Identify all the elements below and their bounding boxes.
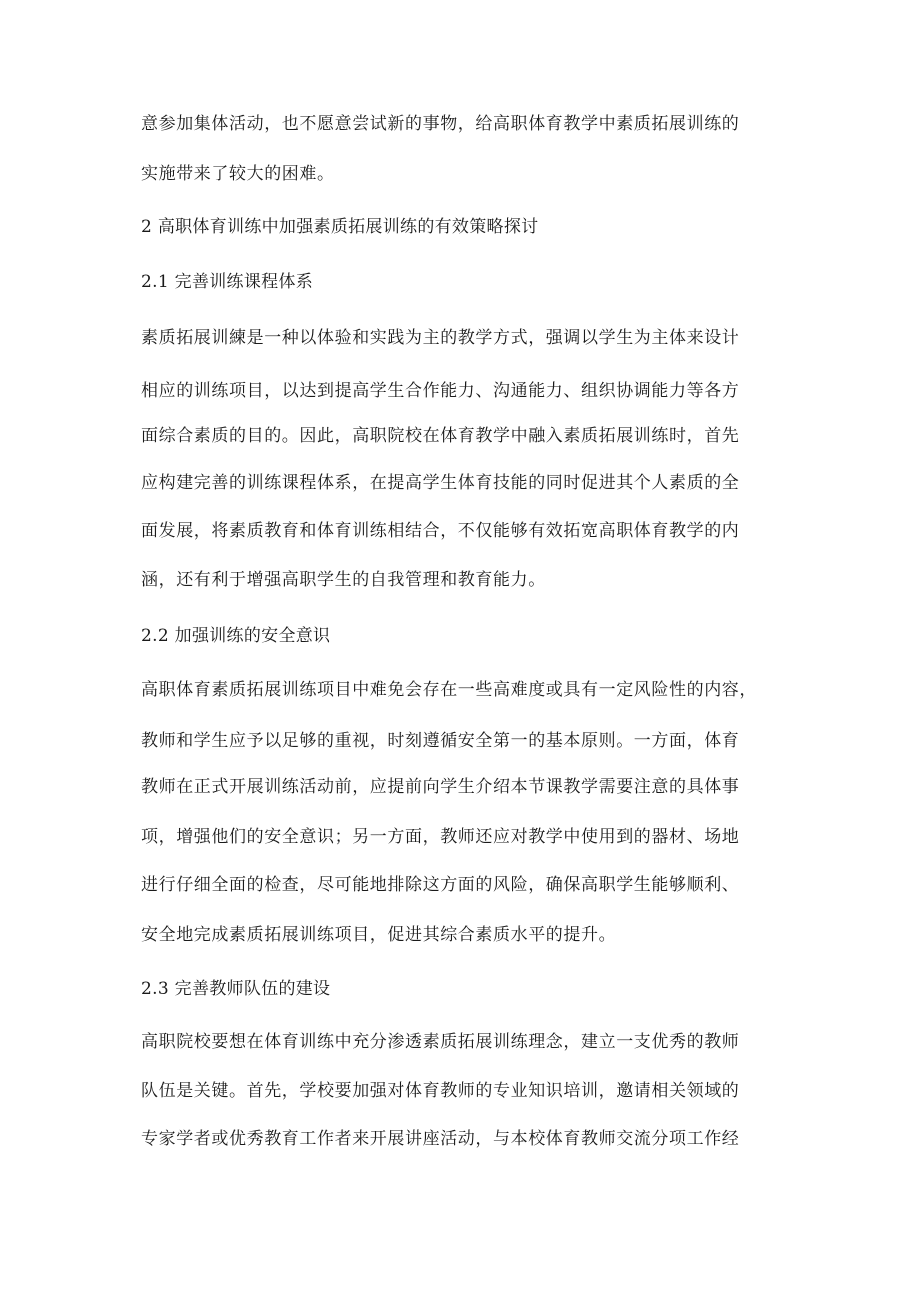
paragraph-line: 面综合素质的目的。因此，高职院校在体育教学中融入素质拓展训练时，首先 — [141, 426, 740, 446]
paragraph-line: 专家学者或优秀教育工作者来开展讲座活动，与本校体育教师交流分项工作经 — [141, 1129, 740, 1149]
paragraph-line: 队伍是关键。首先，学校要加强对体育教师的专业知识培训，邀请相关领域的 — [141, 1081, 740, 1101]
paragraph-line: 涵，还有利于增强高职学生的自我管理和教育能力。 — [141, 570, 546, 590]
paragraph-line: 教师和学生应予以足够的重视，时刻遵循安全第一的基本原则。一方面，体育 — [141, 731, 740, 751]
paragraph-line: 高职体育素质拓展训练项目中难免会存在一些高难度或具有一定风险性的内容， — [141, 680, 757, 700]
paragraph-line: 实施带来了较大的困难。 — [141, 164, 335, 184]
subsection-heading: 2.3 完善教师队伍的建设 — [141, 979, 331, 999]
subsection-heading: 2.1 完善训练课程体系 — [141, 272, 314, 292]
paragraph-line: 应构建完善的训练课程体系，在提高学生体育技能的同时促进其个人素质的全 — [141, 473, 740, 493]
paragraph-line: 进行仔细全面的检查，尽可能地排除这方面的风险，确保高职学生能够顺利、 — [141, 875, 740, 895]
paragraph-line: 教师在正式开展训练活动前，应提前向学生介绍本节课教学需要注意的具体事 — [141, 777, 740, 797]
paragraph-line: 意参加集体活动，也不愿意尝试新的事物，给高职体育教学中素质拓展训练的 — [141, 114, 740, 134]
paragraph-line: 面发展，将素质教育和体育训练相结合，不仅能够有效拓宽高职体育教学的内 — [141, 521, 740, 541]
paragraph-line: 安全地完成素质拓展训练项目，促进其综合素质水平的提升。 — [141, 925, 617, 945]
paragraph-line: 高职院校要想在体育训练中充分渗透素质拓展训练理念，建立一支优秀的教师 — [141, 1032, 740, 1052]
paragraph-line: 项，增强他们的安全意识；另一方面，教师还应对教学中使用到的器材、场地 — [141, 827, 740, 847]
section-heading: 2 高职体育训练中加强素质拓展训练的有效策略探讨 — [141, 217, 539, 237]
subsection-heading: 2.2 加强训练的安全意识 — [141, 626, 331, 646]
paragraph-line: 素质拓展训練是一种以体验和实践为主的教学方式，强调以学生为主体来设计 — [141, 328, 740, 348]
paragraph-line: 相应的训练项目，以达到提高学生合作能力、沟通能力、组织协调能力等各方 — [141, 381, 740, 401]
